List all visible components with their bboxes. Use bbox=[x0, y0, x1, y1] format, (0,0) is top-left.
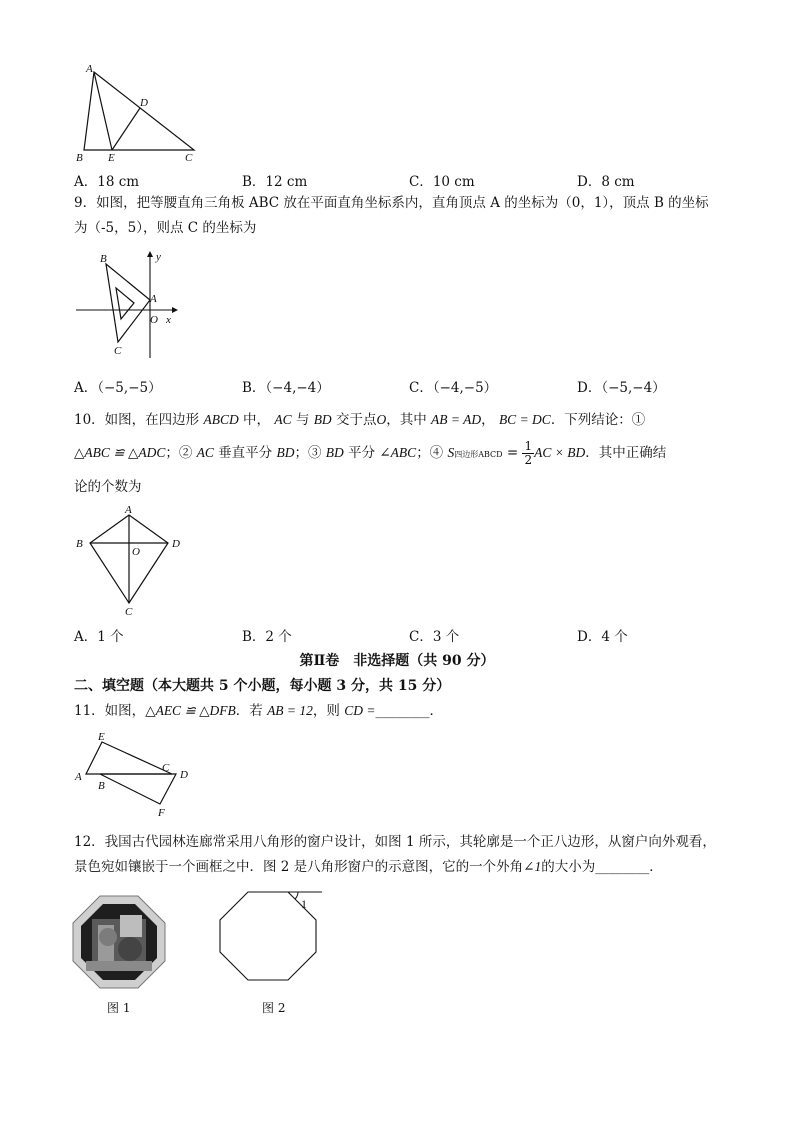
q10-c3a: ；③ bbox=[294, 445, 326, 461]
q10-o: O bbox=[376, 412, 387, 427]
q10-label-B: B bbox=[76, 538, 83, 550]
q9-label-B: B bbox=[100, 253, 107, 265]
q10-p6: ， bbox=[481, 412, 495, 428]
q9-figure bbox=[72, 248, 187, 363]
q10-bd: BD bbox=[313, 412, 332, 427]
q10-ac: AC bbox=[274, 412, 292, 427]
q11-ab: AB = 12 bbox=[267, 703, 313, 718]
q9-label-y: y bbox=[156, 251, 161, 263]
q11-figure bbox=[72, 728, 202, 818]
q10-c3c: 平分 bbox=[343, 445, 380, 461]
q10-figure bbox=[72, 503, 187, 618]
q10-tail: ．其中正确结 bbox=[585, 445, 667, 461]
q10-p2: 中， bbox=[243, 412, 271, 428]
q11-label-A: A bbox=[75, 771, 82, 783]
section2-title: 二、填空题（本大题共 5 个小题，每小题 3 分，共 15 分） bbox=[74, 678, 451, 694]
q10-c2c: 垂直平分 bbox=[213, 445, 277, 461]
q10-option-d: D．4 个 bbox=[577, 629, 628, 645]
q9-line1: 9．如图，把等腰直角三角板 ABC 放在平面直角坐标系内，直角顶点 A 的坐标为（0，1），顶点 B 的坐标 bbox=[74, 195, 709, 211]
q8-label-B: B bbox=[76, 152, 83, 164]
q12-line2c: ． bbox=[649, 859, 663, 875]
q12-fig2-angle-label: 1 bbox=[301, 897, 307, 911]
q10-p7: ．下列结论：① bbox=[550, 412, 646, 428]
q11-cd: CD = bbox=[344, 703, 376, 718]
q8-figure bbox=[72, 60, 207, 165]
q10-frac-num: 1 bbox=[524, 439, 533, 453]
q10-p3: 与 bbox=[295, 412, 310, 428]
q10-c2d: BD bbox=[276, 445, 295, 460]
q10-bc-dc: BC = DC bbox=[498, 412, 551, 427]
q12-caption-fig2: 图 2 bbox=[262, 1001, 286, 1015]
q12-line2 bbox=[74, 857, 663, 877]
q8-option-a: A．18 cm bbox=[74, 174, 140, 190]
q9-label-O: O bbox=[150, 314, 158, 326]
q12-blank[interactable]: ________ bbox=[595, 859, 650, 875]
q9-option-a: A．（−5,−5） bbox=[74, 380, 162, 396]
q10-p4: 交于点 bbox=[335, 412, 377, 428]
q10-eq: = bbox=[502, 445, 523, 461]
q11-label-F: F bbox=[158, 807, 165, 818]
q11-line bbox=[74, 701, 443, 721]
q12-line2b: 的大小为 bbox=[541, 859, 596, 875]
q9-option-d: D．（−5,−4） bbox=[577, 380, 666, 396]
q11-p4: ． bbox=[429, 703, 443, 719]
q10-label-O: O bbox=[132, 546, 140, 558]
q10-c3b: BD bbox=[325, 445, 344, 460]
q10-label-A: A bbox=[125, 504, 132, 516]
q8-label-E: E bbox=[108, 152, 115, 164]
q10-c2b: AC bbox=[196, 445, 214, 460]
q11-p3: ，则 bbox=[312, 703, 345, 719]
q12-line2a: 景色宛如镶嵌于一个画框之中．图 2 是八角形窗户的示意图，它的一个外角 bbox=[74, 859, 524, 875]
q11-p2: ．若 bbox=[235, 703, 268, 719]
q8-option-b: B．12 cm bbox=[242, 174, 308, 190]
q9-line2: 为（-5，5），则点 C 的坐标为 bbox=[74, 220, 257, 236]
q8-label-D: D bbox=[140, 97, 148, 109]
q9-label-A: A bbox=[150, 293, 157, 305]
q10-line1 bbox=[74, 410, 645, 430]
q11-cong: △AEC ≌ △DFB bbox=[145, 703, 236, 718]
q10-area-s: S bbox=[447, 445, 455, 460]
q10-label-C: C bbox=[125, 606, 133, 618]
q8-option-d: D．8 cm bbox=[577, 174, 635, 190]
q10-abcd: ABCD bbox=[203, 412, 239, 427]
q10-fraction bbox=[522, 440, 534, 467]
q10-c4b: AC × BD bbox=[534, 445, 586, 460]
part2-title: 第Ⅱ卷 非选择题（共 90 分） bbox=[299, 653, 495, 669]
q10-c3d: ∠ABC bbox=[379, 445, 417, 460]
q12-figure2-octagon bbox=[218, 886, 328, 986]
q12-line1: 12．我国古代园林连廊常采用八角形的窗户设计，如图 1 所示，其轮廓是一个正八边形，从窗户向外观看， bbox=[74, 834, 716, 850]
q10-p1: 10．如图，在四边形 bbox=[74, 412, 200, 428]
q9-option-b: B．（−4,−4） bbox=[242, 380, 330, 396]
q10-option-a: A．1 个 bbox=[74, 629, 124, 645]
q11-p1: 11．如图， bbox=[74, 703, 146, 719]
q8-option-c: C．10 cm bbox=[409, 174, 475, 190]
q8-label-A: A bbox=[86, 63, 93, 75]
q11-label-C: C bbox=[162, 762, 170, 774]
q12-caption-fig1: 图 1 bbox=[107, 1001, 131, 1015]
q8-label-C: C bbox=[185, 152, 193, 164]
q10-frac-den: 2 bbox=[524, 453, 533, 467]
q10-option-c: C．3 个 bbox=[409, 629, 460, 645]
q10-label-D: D bbox=[172, 538, 180, 550]
q9-label-x: x bbox=[166, 314, 171, 326]
q11-label-D: D bbox=[180, 769, 188, 781]
q10-p5: ，其中 bbox=[386, 412, 427, 428]
q10-c2a: ；② bbox=[165, 445, 197, 461]
q10-ab-ad: AB = AD bbox=[431, 412, 482, 427]
q11-label-B: B bbox=[98, 780, 105, 792]
q9-option-c: C．（−4,−5） bbox=[409, 380, 498, 396]
q10-c4a: ；④ bbox=[416, 445, 448, 461]
q9-label-C: C bbox=[114, 345, 122, 357]
q11-blank[interactable]: ________ bbox=[375, 703, 430, 719]
q10-area-sub: 四边形ABCD bbox=[454, 450, 503, 459]
q10-c1: △ABC ≌ △ADC bbox=[74, 445, 166, 460]
q12-angle: ∠1 bbox=[523, 859, 542, 874]
q10-line2 bbox=[74, 440, 666, 468]
q12-figure1-window-photo bbox=[72, 895, 166, 989]
q10-option-b: B．2 个 bbox=[242, 629, 292, 645]
q10-line3: 论的个数为 bbox=[74, 479, 142, 495]
q11-label-E: E bbox=[98, 731, 105, 743]
